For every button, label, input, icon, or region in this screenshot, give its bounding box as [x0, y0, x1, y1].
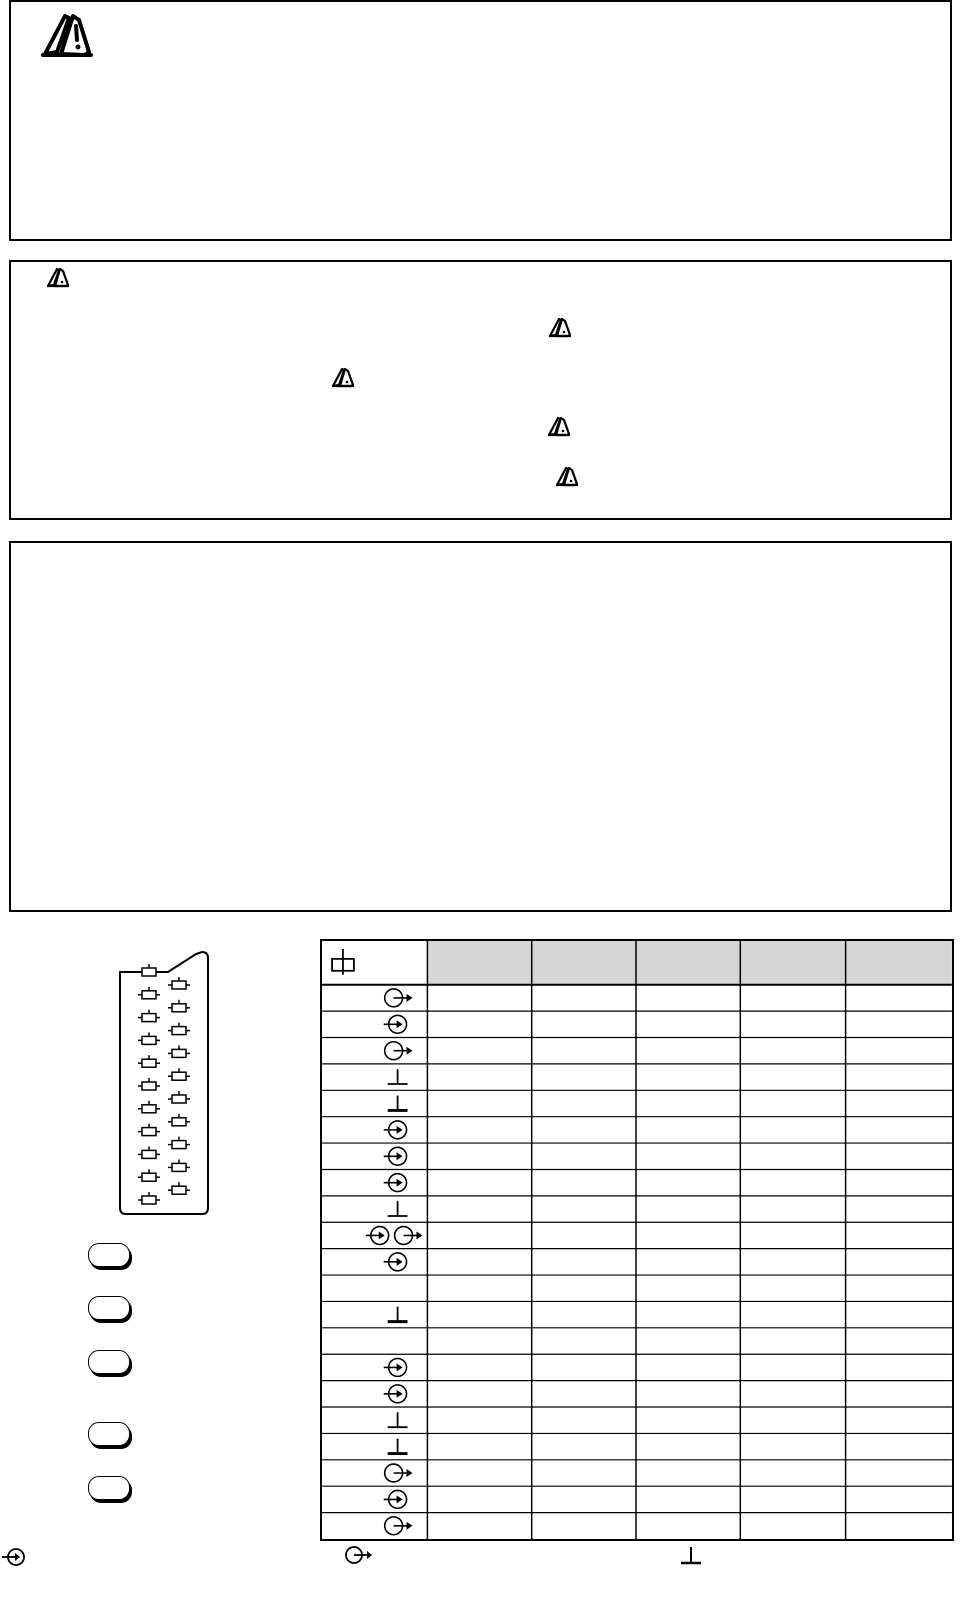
- table-row: [384, 1015, 407, 1033]
- scart-pin: [138, 964, 160, 976]
- scart-pin: [138, 987, 160, 999]
- scart-pin: [138, 1032, 160, 1044]
- scart-pin: [168, 1114, 190, 1126]
- input-icon: [366, 1227, 389, 1245]
- table-row: [385, 1517, 413, 1535]
- table-row: [384, 1358, 407, 1376]
- scart-pin: [138, 1055, 160, 1067]
- caution-list-panel: [9, 260, 952, 520]
- input-icon: [384, 1174, 407, 1192]
- warning-hand-icon: [39, 10, 97, 58]
- ground-icon: [388, 1201, 408, 1216]
- scart-pin: [138, 1124, 160, 1136]
- header-cell: [427, 941, 531, 985]
- scart-pin: [138, 1146, 160, 1158]
- scart-pin: [168, 1137, 190, 1149]
- scart-pin: [168, 1091, 190, 1103]
- output-icon: [385, 1042, 413, 1060]
- table-row: [388, 1096, 408, 1111]
- table-row: [366, 1227, 423, 1245]
- input-icon: [384, 1015, 407, 1033]
- notes-panel: [9, 541, 952, 912]
- ground-icon: [388, 1412, 408, 1427]
- remote-button[interactable]: [88, 1422, 130, 1446]
- remote-button[interactable]: [88, 1296, 130, 1320]
- table-row: [384, 1147, 407, 1165]
- scart-pin: [168, 1068, 190, 1080]
- warning-panel: [9, 0, 952, 241]
- input-icon: [384, 1385, 407, 1403]
- pin-assignment-table: [320, 939, 954, 1541]
- warning-hand-icon: [330, 366, 356, 388]
- warning-hand-icon: [554, 465, 580, 487]
- header-cell: [740, 941, 845, 985]
- table-row: [384, 1490, 407, 1508]
- table-row: [388, 1412, 408, 1427]
- header-cell: [846, 941, 952, 985]
- scart-pin: [168, 1045, 190, 1057]
- table-row: [388, 1307, 408, 1322]
- output-icon: [385, 1464, 413, 1482]
- input-icon: [384, 1121, 407, 1139]
- table-row: [385, 989, 413, 1007]
- remote-button[interactable]: [88, 1350, 130, 1374]
- table-row: [384, 1253, 407, 1271]
- ground-icon: [388, 1069, 408, 1084]
- scart-pin: [168, 1000, 190, 1012]
- warning-hand-icon: [547, 316, 573, 338]
- output-icon: [385, 989, 413, 1007]
- scart-pin: [168, 977, 190, 989]
- scart-connector-icon: [110, 950, 215, 1220]
- scart-pin: [168, 1159, 190, 1171]
- header-cell: [532, 941, 636, 985]
- output-icon: [395, 1227, 423, 1245]
- ground-thick-icon: [388, 1439, 408, 1454]
- remote-button[interactable]: [88, 1243, 130, 1267]
- warning-hand-icon: [546, 415, 572, 437]
- remote-button[interactable]: [88, 1476, 130, 1500]
- ground-thick-icon: [388, 1096, 408, 1111]
- table-row: [384, 1385, 407, 1403]
- scart-pin: [138, 1010, 160, 1022]
- scart-pin: [168, 1182, 190, 1194]
- ground-thick-icon: [388, 1307, 408, 1322]
- input-icon: [384, 1490, 407, 1508]
- input-icon: [384, 1358, 407, 1376]
- warning-hand-icon: [45, 266, 71, 288]
- header-cell: [636, 941, 740, 985]
- output-icon: [342, 1545, 374, 1569]
- table-row: [384, 1121, 407, 1139]
- connector-pin-icon: [332, 949, 354, 975]
- input-icon: [0, 1545, 30, 1569]
- ground-icon: [678, 1545, 704, 1567]
- table-row: [388, 1069, 408, 1084]
- output-icon: [385, 1517, 413, 1535]
- scart-outline: [120, 952, 208, 1214]
- table-row: [385, 1042, 413, 1060]
- table-row: [388, 1439, 408, 1454]
- input-icon: [384, 1147, 407, 1165]
- input-icon: [384, 1253, 407, 1271]
- scart-pin: [138, 1078, 160, 1090]
- scart-pin: [138, 1192, 160, 1204]
- table-row: [385, 1464, 413, 1482]
- scart-pin: [168, 1023, 190, 1035]
- scart-pin: [138, 1169, 160, 1181]
- scart-pin: [138, 1101, 160, 1113]
- pin-table-grid: [322, 941, 952, 1539]
- table-row: [388, 1201, 408, 1216]
- table-row: [384, 1174, 407, 1192]
